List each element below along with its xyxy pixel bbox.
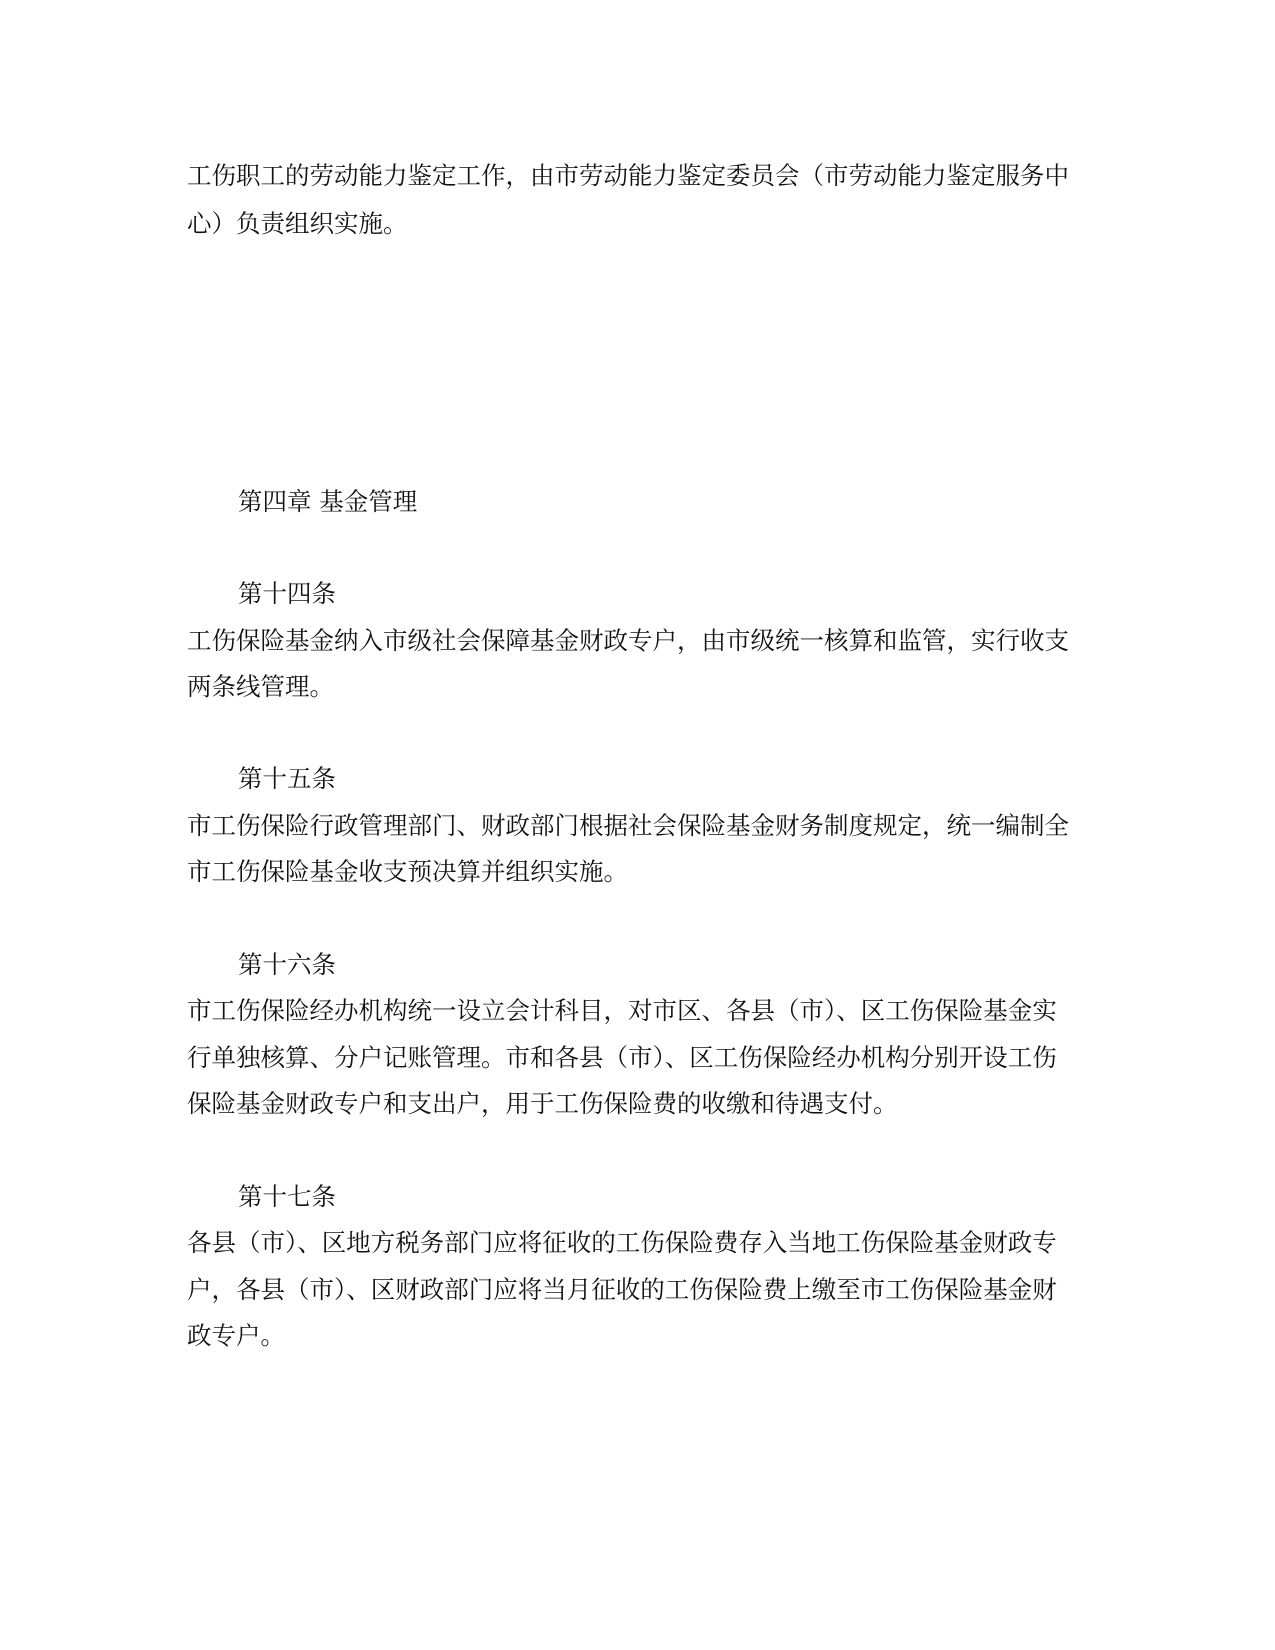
article-17-line-1: 各县（市）、区地方税务部门应将征收的工伤保险费存入当地工伤保险基金财政专 xyxy=(187,1228,1057,1257)
article-15-line-1: 市工伤保险行政管理部门、财政部门根据社会保险基金财务制度规定，统一编制全 xyxy=(187,811,1069,840)
article-17-title: 第十七条 xyxy=(238,1182,336,1211)
chapter-title: 第四章 基金管理 xyxy=(238,487,418,516)
article-17-line-3: 政专户。 xyxy=(187,1321,285,1350)
article-14-line-2: 两条线管理。 xyxy=(187,672,334,701)
article-15-line-2: 市工伤保险基金收支预决算并组织实施。 xyxy=(187,857,628,886)
article-14-title: 第十四条 xyxy=(238,579,336,608)
article-17-line-2: 户，各县（市）、区财政部门应将当月征收的工伤保险费上缴至市工伤保险基金财 xyxy=(187,1275,1057,1304)
intro-line-1: 工伤职工的劳动能力鉴定工作，由市劳动能力鉴定委员会（市劳动能力鉴定服务中 xyxy=(187,161,1069,190)
article-16-line-2: 行单独核算、分户记账管理。市和各县（市）、区工伤保险经办机构分别开设工伤 xyxy=(187,1043,1057,1072)
article-14-line-1: 工伤保险基金纳入市级社会保障基金财政专户，由市级统一核算和监管，实行收支 xyxy=(187,626,1069,655)
article-16-line-1: 市工伤保险经办机构统一设立会计科目，对市区、各县（市）、区工伤保险基金实 xyxy=(187,996,1057,1025)
article-15-title: 第十五条 xyxy=(238,764,336,793)
article-16-title: 第十六条 xyxy=(238,950,336,979)
article-16-line-3: 保险基金财政专户和支出户，用于工伤保险费的收缴和待遇支付。 xyxy=(187,1089,898,1118)
intro-line-2: 心）负责组织实施。 xyxy=(187,209,408,238)
